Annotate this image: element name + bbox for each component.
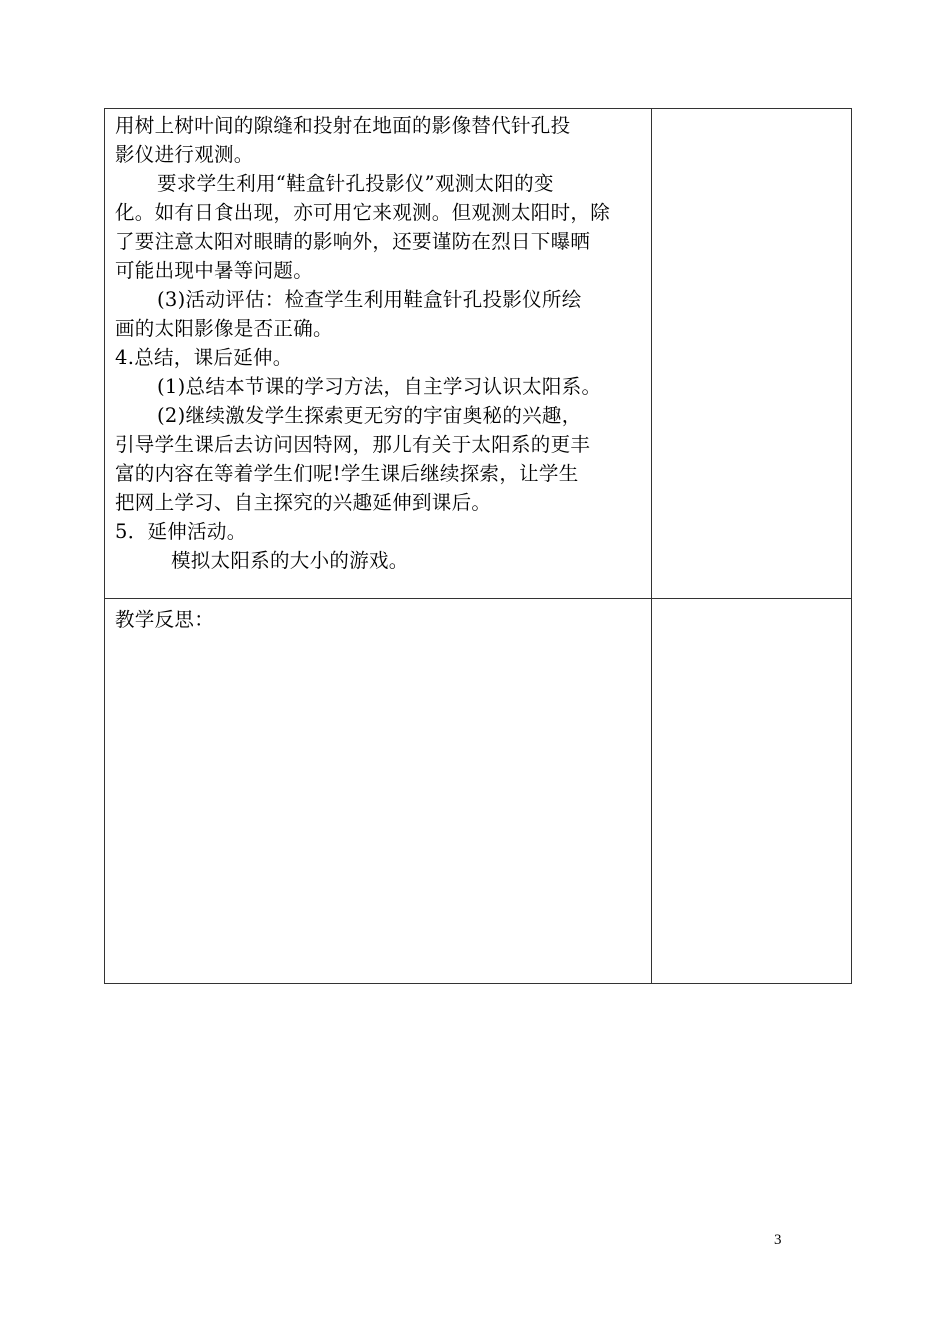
text-line: 5．延伸活动。: [115, 520, 247, 543]
text-line: 用树上树叶间的隙缝和投射在地面的影像替代针孔投: [115, 114, 571, 137]
text-line: 要求学生利用“鞋盒针孔投影仪”观测太阳的变: [157, 172, 554, 195]
text-line: 化。如有日食出现，亦可用它来观测。但观测太阳时，除: [115, 201, 611, 224]
text-line: 可能出现中暑等问题。: [115, 259, 314, 282]
text-line: 把网上学习、自主探究的兴趣延伸到课后。: [115, 491, 492, 514]
lesson-plan-table: [104, 108, 852, 984]
reflection-notes-cell: [652, 599, 852, 984]
table-row: [105, 599, 852, 984]
text-line: 影仪进行观测。: [115, 143, 254, 166]
text-line: 引导学生课后去访问因特网，那儿有关于太阳系的更丰: [115, 433, 591, 456]
page-number: 3: [774, 1232, 782, 1248]
text-line: 模拟太阳系的大小的游戏。: [171, 549, 409, 572]
reflection-cell: [105, 599, 652, 984]
text-line: 4.总结，课后延伸。: [115, 346, 293, 369]
text-line: 富的内容在等着学生们呢!学生课后继续探索，让学生: [115, 462, 579, 485]
text-line: 画的太阳影像是否正确。: [115, 317, 333, 340]
reflection-label: 教学反思：: [115, 608, 215, 631]
lesson-content-cell: [105, 109, 652, 599]
notes-cell: [652, 109, 852, 599]
text-line: 了要注意太阳对眼睛的影响外，还要谨防在烈日下曝晒: [115, 230, 591, 253]
text-line: (2)继续激发学生探索更无穷的宇宙奥秘的兴趣，: [157, 404, 582, 427]
text-line: (3)活动评估：检查学生利用鞋盒针孔投影仪所绘: [157, 288, 582, 311]
text-line: (1)总结本节课的学习方法，自主学习认识太阳系。: [157, 375, 602, 398]
table-row: [105, 109, 852, 599]
